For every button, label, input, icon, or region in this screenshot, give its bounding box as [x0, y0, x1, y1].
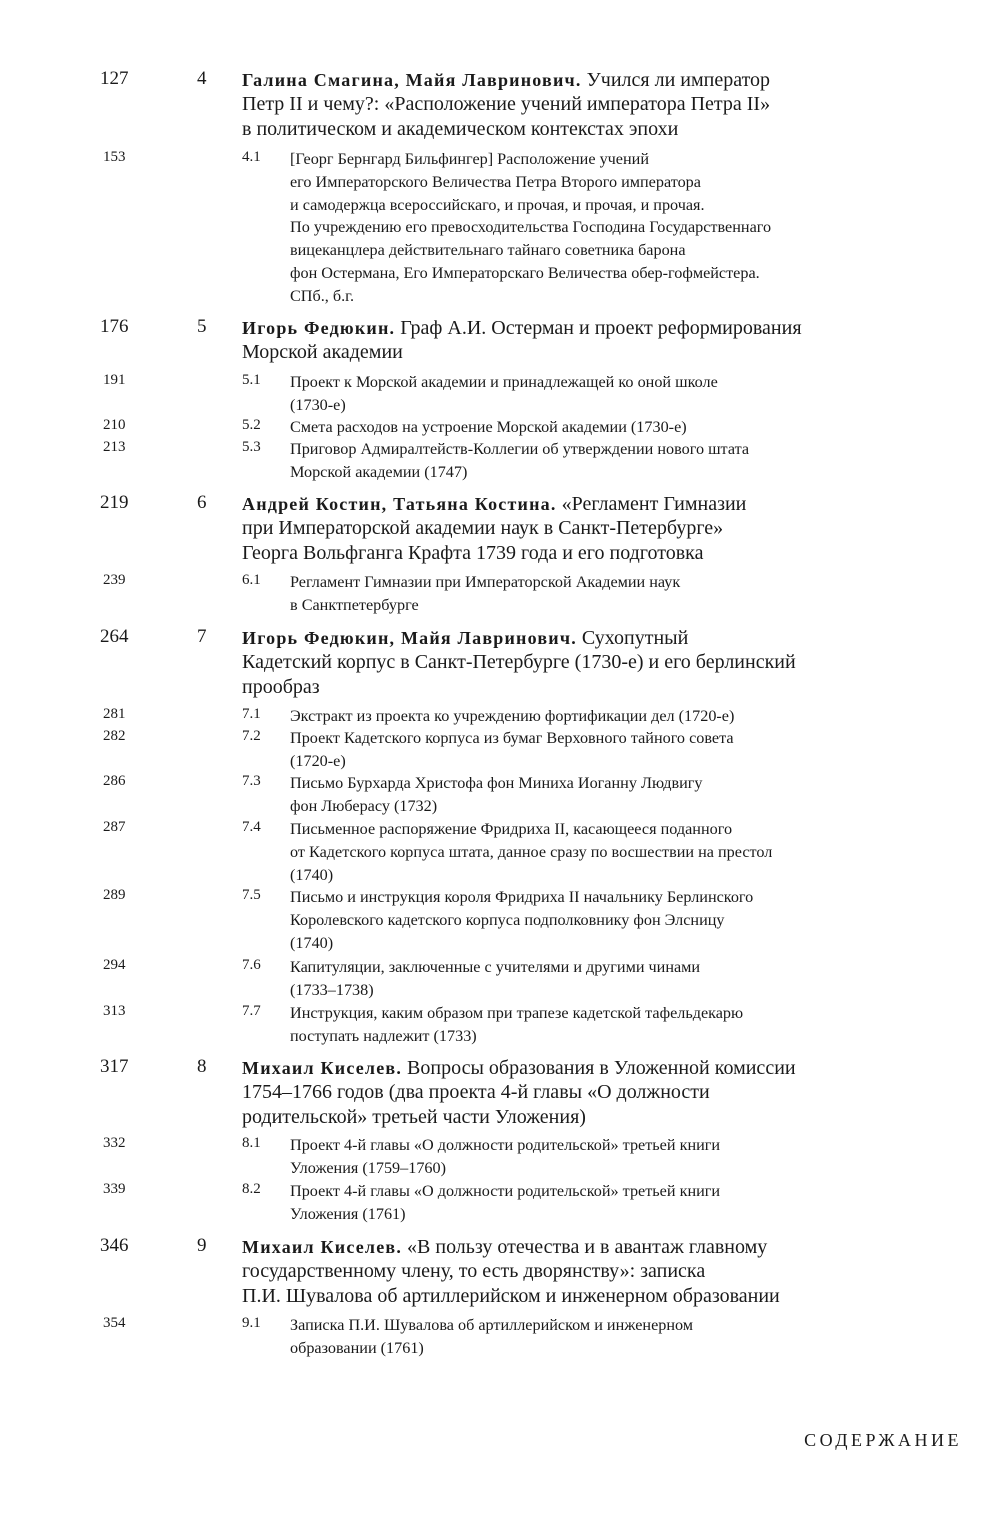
title-line: [290, 864, 772, 887]
title-text: Уложения (1761): [290, 1204, 406, 1223]
title-line: [290, 416, 687, 439]
author-names: Андрей Костин, Татьяна Костина.: [242, 494, 557, 514]
title-line: [290, 1157, 720, 1180]
title-text: и самодержца всероссийскаго, и прочая, и прочая, и прочая.: [290, 195, 705, 214]
title-text: Вопросы образования в Уложенной комиссии: [402, 1057, 796, 1079]
author-names: Михаил Киселев.: [242, 1237, 403, 1257]
title-text: фон Люберасу (1732): [290, 796, 438, 815]
title-line: [290, 841, 772, 864]
entry-title: [290, 571, 680, 617]
title-text: 1754–1766 годов (два проекта 4-й главы «О должности: [242, 1081, 710, 1104]
title-line: [242, 316, 802, 340]
page-number: 213: [103, 439, 126, 455]
entry-title: [290, 772, 703, 818]
title-text: [Георг Бернгард Бильфингер] Расположение учений: [290, 150, 649, 168]
page-number: 294: [103, 957, 126, 973]
entry-title: [242, 492, 746, 565]
entry-number: 6: [197, 492, 207, 513]
title-text: Инструкция, каким образом при трапезе кадетской тафельдекарю: [290, 1004, 744, 1022]
entry-title: [290, 148, 771, 308]
title-text: Граф А.И. Остерман и проект реформирования: [395, 317, 802, 339]
entry-number: 9: [197, 1235, 207, 1256]
title-text: от Кадетского корпуса штата, данное сразу по восшествии на престол: [290, 842, 773, 861]
entry-title: [290, 956, 700, 1002]
page-number: 264: [100, 626, 129, 647]
title-line: [290, 285, 771, 308]
title-text: Проект 4-й главы «О должности родительской» третьей книги: [290, 1136, 721, 1154]
title-text: государственному члену, то есть дворянству»: записка: [242, 1260, 706, 1283]
entry-title: [242, 1235, 780, 1308]
author-names: Игорь Федюкин, Майя Лавринович.: [242, 628, 577, 648]
title-line: [242, 68, 770, 92]
entry-number: 5.3: [242, 439, 261, 455]
author-names: Игорь Федюкин.: [242, 318, 396, 338]
page-number: 239: [103, 572, 126, 588]
title-line: [242, 516, 746, 540]
entry-title: [242, 1056, 796, 1129]
title-line: [290, 1180, 720, 1203]
page-number: 176: [100, 316, 129, 337]
page-number: 281: [103, 706, 126, 722]
title-text: (1740): [290, 865, 334, 884]
entry-number: 8: [197, 1056, 207, 1077]
entry-title: [290, 1002, 743, 1048]
title-text: фон Остермана, Его Императорскаго Величества обер-гофмейстера.: [290, 263, 760, 282]
entry-title: [242, 626, 796, 699]
entry-title: [290, 727, 734, 773]
page-number: 153: [103, 149, 126, 165]
page-number: 354: [103, 1315, 126, 1331]
title-text: прообраз: [242, 675, 320, 698]
entry-number: 5.2: [242, 417, 261, 433]
title-line: [242, 626, 796, 650]
title-line: [290, 932, 753, 955]
entry-number: 7.2: [242, 728, 261, 744]
page-number: 289: [103, 887, 126, 903]
entry-title: [242, 68, 770, 141]
running-footer: СОДЕРЖАНИЕ: [804, 1430, 962, 1450]
author-names: Галина Смагина, Майя Лавринович.: [242, 70, 582, 90]
title-line: [290, 262, 771, 285]
title-line: [290, 705, 734, 728]
title-text: Экстракт из проекта ко учреждению фортификации дел (1720-е): [290, 707, 735, 725]
page-number: 286: [103, 773, 126, 789]
entry-number: 7.1: [242, 706, 261, 722]
title-text: при Императорской академии наук в Санкт-Петербурге»: [242, 517, 724, 540]
page-number: 339: [103, 1181, 126, 1197]
title-line: [290, 394, 718, 417]
title-line: [290, 886, 753, 909]
title-line: [242, 340, 802, 364]
page-number: 317: [100, 1056, 129, 1077]
title-line: [290, 371, 718, 394]
page-number: 313: [103, 1003, 126, 1019]
title-line: [290, 1134, 720, 1157]
title-line: [290, 171, 771, 194]
page-number: 332: [103, 1135, 126, 1151]
title-line: [290, 1002, 743, 1025]
entry-title: [242, 316, 802, 365]
title-text: Письмо Бурхарда Христофа фон Миниха Иоганну Людвигу: [290, 774, 703, 792]
entry-title: [290, 886, 753, 954]
title-line: [290, 1203, 720, 1226]
page-number: 287: [103, 819, 126, 835]
entry-title: [290, 416, 687, 439]
title-text: Проект к Морской академии и принадлежащей ко оной школе: [290, 373, 718, 391]
title-line: [290, 909, 753, 932]
title-text: Морской академии: [242, 341, 403, 364]
title-line: [290, 461, 749, 484]
entry-number: 4: [197, 68, 207, 89]
entry-title: [290, 438, 749, 484]
entry-number: 4.1: [242, 149, 261, 165]
entry-title: [290, 1314, 693, 1360]
title-text: Записка П.И. Шувалова об артиллерийском и инженерном: [290, 1316, 694, 1334]
title-line: [290, 571, 680, 594]
title-line: [290, 194, 771, 217]
title-text: в политическом и академическом контекстах эпохи: [242, 117, 679, 140]
title-text: его Императорского Величества Петра Второго императора: [290, 172, 701, 191]
entry-number: 8.2: [242, 1181, 261, 1197]
title-text: Письмо и инструкция короля Фридриха II начальнику Берлинского: [290, 888, 754, 906]
title-line: [242, 1259, 780, 1283]
author-names: Михаил Киселев.: [242, 1058, 403, 1078]
title-line: [290, 956, 700, 979]
title-line: [290, 727, 734, 750]
title-line: [242, 1105, 796, 1129]
title-text: Капитуляции, заключенные с учителями и другими чинами: [290, 958, 701, 976]
entry-number: 9.1: [242, 1315, 261, 1331]
title-text: Петр II и чему?: «Расположение учений императора Петра II»: [242, 93, 771, 116]
page-number: 346: [100, 1235, 129, 1256]
title-text: Уложения (1759–1760): [290, 1158, 447, 1177]
title-text: (1720-е): [290, 751, 346, 770]
title-line: [242, 92, 770, 116]
title-text: Проект Кадетского корпуса из бумаг Верховного тайного совета: [290, 729, 734, 747]
title-text: (1730-е): [290, 395, 346, 414]
title-text: По учреждению его превосходительства Господина Государственнаго: [290, 218, 772, 237]
title-text: Георга Вольфганга Крафта 1739 года и его подготовка: [242, 541, 704, 564]
title-line: [242, 1080, 796, 1104]
title-text: поступать надлежит (1733): [290, 1026, 477, 1045]
title-line: [242, 541, 746, 565]
title-text: Кадетский корпус в Санкт-Петербурге (1730-е) и его берлинский: [242, 651, 796, 674]
entry-number: 7.7: [242, 1003, 261, 1019]
page-number: 127: [100, 68, 129, 89]
title-line: [290, 216, 771, 239]
title-text: Морской академии (1747): [290, 462, 468, 481]
title-line: [290, 594, 680, 617]
entry-number: 7.5: [242, 887, 261, 903]
title-line: [290, 818, 772, 841]
title-line: [242, 1235, 780, 1259]
entry-number: 7.6: [242, 957, 261, 973]
title-text: образовании (1761): [290, 1338, 424, 1357]
page-number: 282: [103, 728, 126, 744]
page-number: 219: [100, 492, 129, 513]
title-line: [290, 979, 700, 1002]
title-text: родительской» третьей части Уложения): [242, 1105, 586, 1128]
title-line: [242, 492, 746, 516]
entry-title: [290, 818, 772, 886]
title-text: Приговор Адмиралтейств-Коллегии об утверждении нового штата: [290, 440, 750, 458]
title-text: в Санктпетербурге: [290, 595, 419, 614]
title-text: «Регламент Гимназии: [556, 493, 747, 515]
entry-number: 7.3: [242, 773, 261, 789]
title-text: «В пользу отечества и в авантаж главному: [402, 1236, 768, 1258]
title-text: Проект 4-й главы «О должности родительской» третьей книги: [290, 1182, 721, 1200]
entry-number: 7.4: [242, 819, 261, 835]
title-line: [290, 239, 771, 262]
title-line: [290, 1337, 693, 1360]
title-line: [242, 1056, 796, 1080]
entry-title: [290, 1134, 720, 1180]
entry-number: 5.1: [242, 372, 261, 388]
entry-number: 8.1: [242, 1135, 261, 1151]
title-text: СПб., б.г.: [290, 286, 355, 305]
title-text: (1733–1738): [290, 980, 374, 999]
title-text: Регламент Гимназии при Императорской Академии наук: [290, 573, 681, 591]
title-line: [242, 675, 796, 699]
entry-title: [290, 705, 734, 728]
title-text: вицеканцлера действительнаго тайнаго советника барона: [290, 241, 686, 260]
page-number: 210: [103, 417, 126, 433]
title-line: [290, 772, 703, 795]
title-line: [242, 650, 796, 674]
title-text: Письменное распоряжение Фридриха II, касающееся поданного: [290, 820, 733, 838]
entry-title: [290, 1180, 720, 1226]
entry-number: 5: [197, 316, 207, 337]
title-text: Учился ли император: [581, 69, 771, 91]
entry-title: [290, 371, 718, 417]
title-line: [290, 148, 771, 171]
title-text: Королевского кадетского корпуса подполковнику фон Элсницу: [290, 910, 725, 929]
title-text: (1740): [290, 933, 334, 952]
title-line: [290, 1314, 693, 1337]
title-line: [242, 1284, 780, 1308]
title-text: Сухопутный: [576, 627, 689, 649]
title-text: П.И. Шувалова об артиллерийском и инженерном образовании: [242, 1284, 780, 1307]
entry-number: 7: [197, 626, 207, 647]
title-line: [290, 438, 749, 461]
title-line: [242, 117, 770, 141]
title-line: [290, 795, 703, 818]
page-number: 191: [103, 372, 126, 388]
title-text: Смета расходов на устроение Морской академии (1730-е): [290, 418, 687, 436]
title-line: [290, 1025, 743, 1048]
title-line: [290, 750, 734, 773]
entry-number: 6.1: [242, 572, 261, 588]
